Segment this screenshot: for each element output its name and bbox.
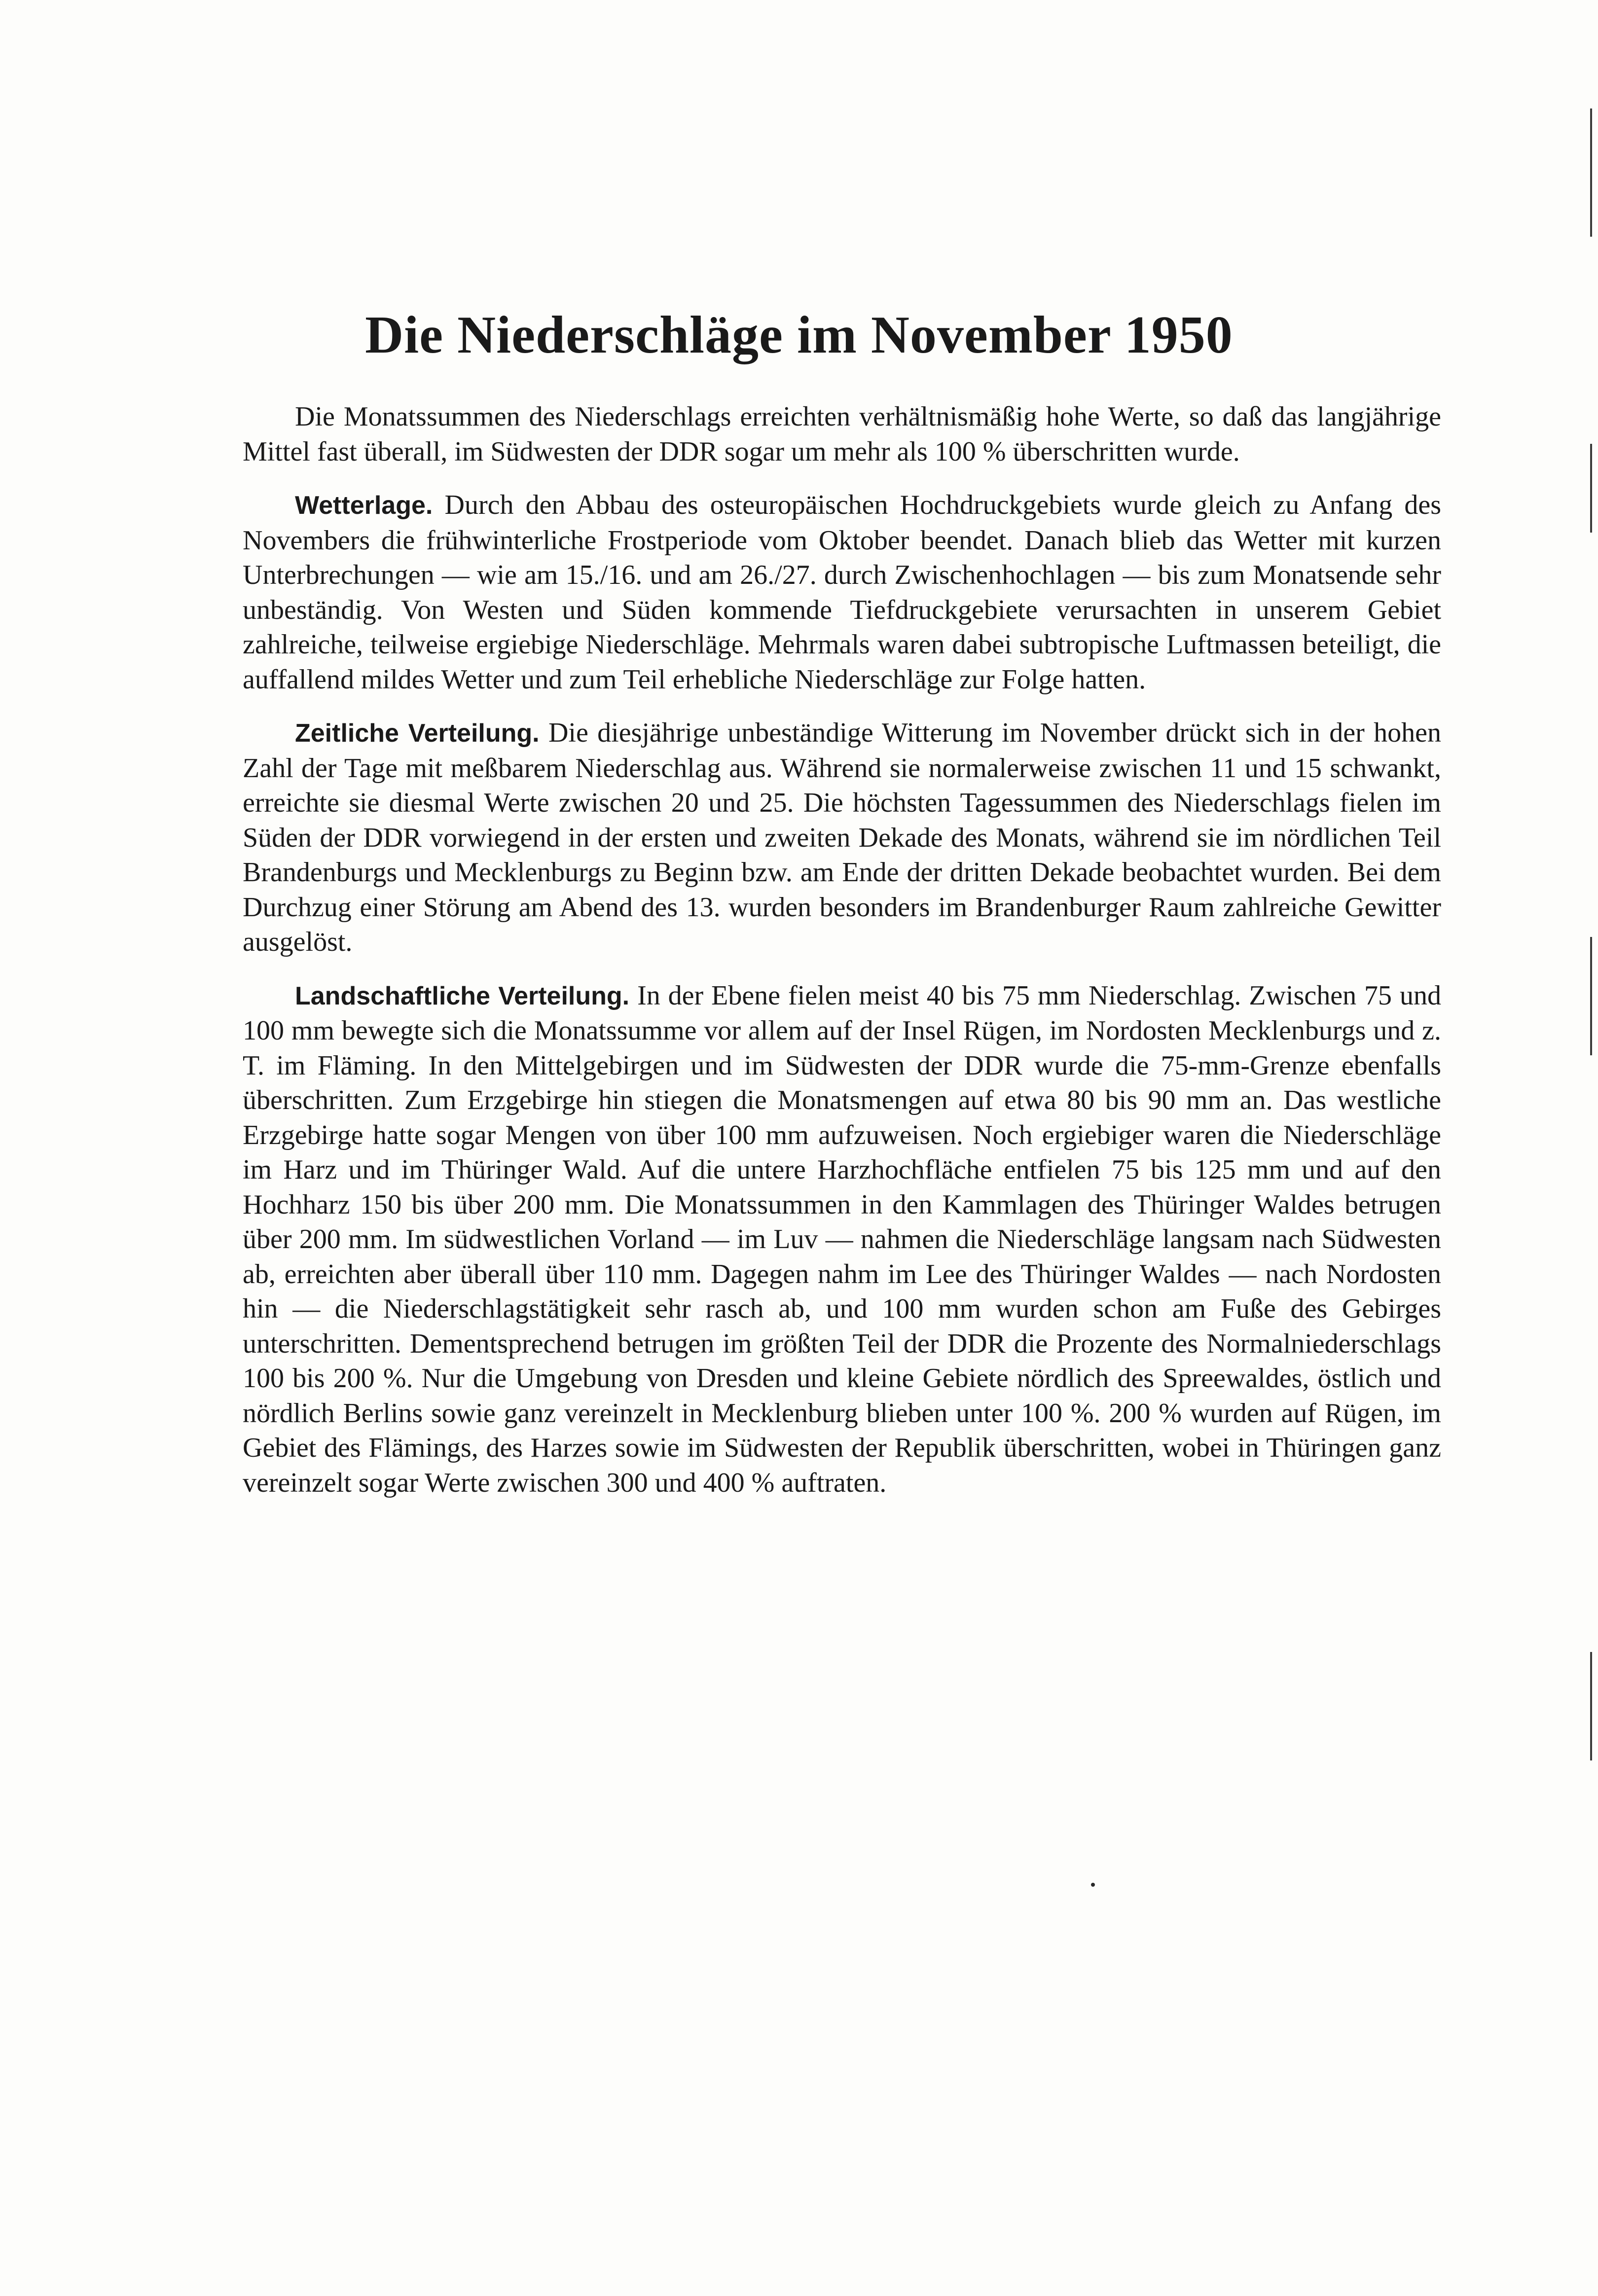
paragraph-intro: [243, 399, 1441, 469]
paragraph-heading: Landschaftliche Verteilung.: [295, 981, 630, 1010]
scan-edge-mark: [1590, 1652, 1592, 1760]
paragraph-zeitliche-verteilung: [243, 716, 1441, 960]
paragraph-text: Durch den Abbau des osteuropäischen Hochdruckgebiets wurde gleich zu Anfang des Novembers die frühwinterliche Frostperiode vom Oktober beendet. Danach blieb das Wetter mit kurzen Unterbrechungen — wie am 15./16. und am 26./27. durch Zwischenhochlagen — bis zum Monatsende sehr unbeständig. Von Westen und Süden kommende Tiefdruckgebiete verursachten in unserem Gebiet zahlreiche, teilweise ergiebige Niederschläge. Mehrmals waren dabei subtropische Luftmassen beteiligt, die auffallend mildes Wetter und zum Teil erhebliche Niederschläge zur Folge hatten.: [243, 490, 1441, 695]
paragraph-text: In der Ebene fielen meist 40 bis 75 mm Niederschlag. Zwischen 75 und 100 mm bewegte sich die Monatssumme vor allem auf der Insel Rügen, im Nordosten Mecklenburgs und z. T. im Fläming. In den Mittelgebirgen und im Südwesten der DDR wurde die 75-mm-Grenze ebenfalls überschritten. Zum Erzgebirge hin stiegen die Monatsmengen auf etwa 80 bis 90 mm an. Das westliche Erzgebirge hatte sogar Mengen von über 100 mm aufzuweisen. Noch ergiebiger waren die Niederschläge im Harz und im Thüringer Wald. Auf die untere Harzhochfläche entfielen 75 bis 125 mm und auf den Hochharz 150 bis über 200 mm. Die Monatssummen in den Kammlagen des Thüringer Waldes betrugen über 200 mm. Im südwestlichen Vorland — im Luv — nahmen die Niederschläge langsam nach Südwesten ab, erreichten aber überall über 110 mm. Dagegen nahm im Lee des Thüringer Waldes — nach Nordosten hin — die Niederschlagstätigkeit sehr rasch ab, und 100 mm wurden schon am Fuße des Gebirges unterschritten. Dementsprechend betrugen im größten Teil der DDR die Prozente des Normalniederschlags 100 bis 200 %. Nur die Umgebung von Dresden und kleine Gebiete nördlich des Spreewaldes, östlich und nördlich Berlins sowie ganz vereinzelt in Mecklenburg blieben unter 100 %. 200 % wurden auf Rügen, im Gebiet des Flämings, des Harzes sowie im Südwesten der Republik überschritten, wobei in Thüringen ganz vereinzelt sogar Werte zwischen 300 und 400 % auftraten.: [243, 980, 1441, 1498]
paragraph-text: Die Monatssummen des Niederschlags erreichten verhältnismäßig hohe Werte, so daß das langjährige Mittel fast überall, im Südwesten der DDR sogar um mehr als 100 % überschritten wurde.: [243, 401, 1441, 467]
scan-edge-mark: [1590, 937, 1592, 1055]
scan-edge-mark: [1590, 444, 1592, 533]
paragraph-text: Die diesjährige unbeständige Witterung im November drückt sich in der hohen Zahl der Tage mit meßbarem Niederschlag aus. Während sie normalerweise zwischen 11 und 15 schwankt, erreichte sie diesmal Werte zwischen 20 und 25. Die höchsten Tagessummen des Niederschlags fielen im Süden der DDR vorwiegend in der ersten und zweiten Dekade des Monats, während sie im nördlichen Teil Brandenburgs und Mecklenburgs zu Beginn bzw. am Ende der dritten Dekade beobachtet wurden. Bei dem Durchzug einer Störung am Abend des 13. wurden besonders im Brandenburger Raum zahlreiche Gewitter ausgelöst.: [243, 718, 1441, 957]
scan-dust-mark: [1091, 1883, 1095, 1887]
paragraph-heading: Wetterlage.: [295, 491, 433, 520]
paragraph-wetterlage: [243, 488, 1441, 697]
page-title: Die Niederschläge im November 1950: [365, 306, 1233, 364]
paragraph-heading: Zeitliche Verteilung.: [295, 719, 540, 748]
document-body: [243, 399, 1441, 1519]
scan-edge-mark: [1590, 108, 1592, 237]
paragraph-landschaftliche-verteilung: [243, 978, 1441, 1501]
